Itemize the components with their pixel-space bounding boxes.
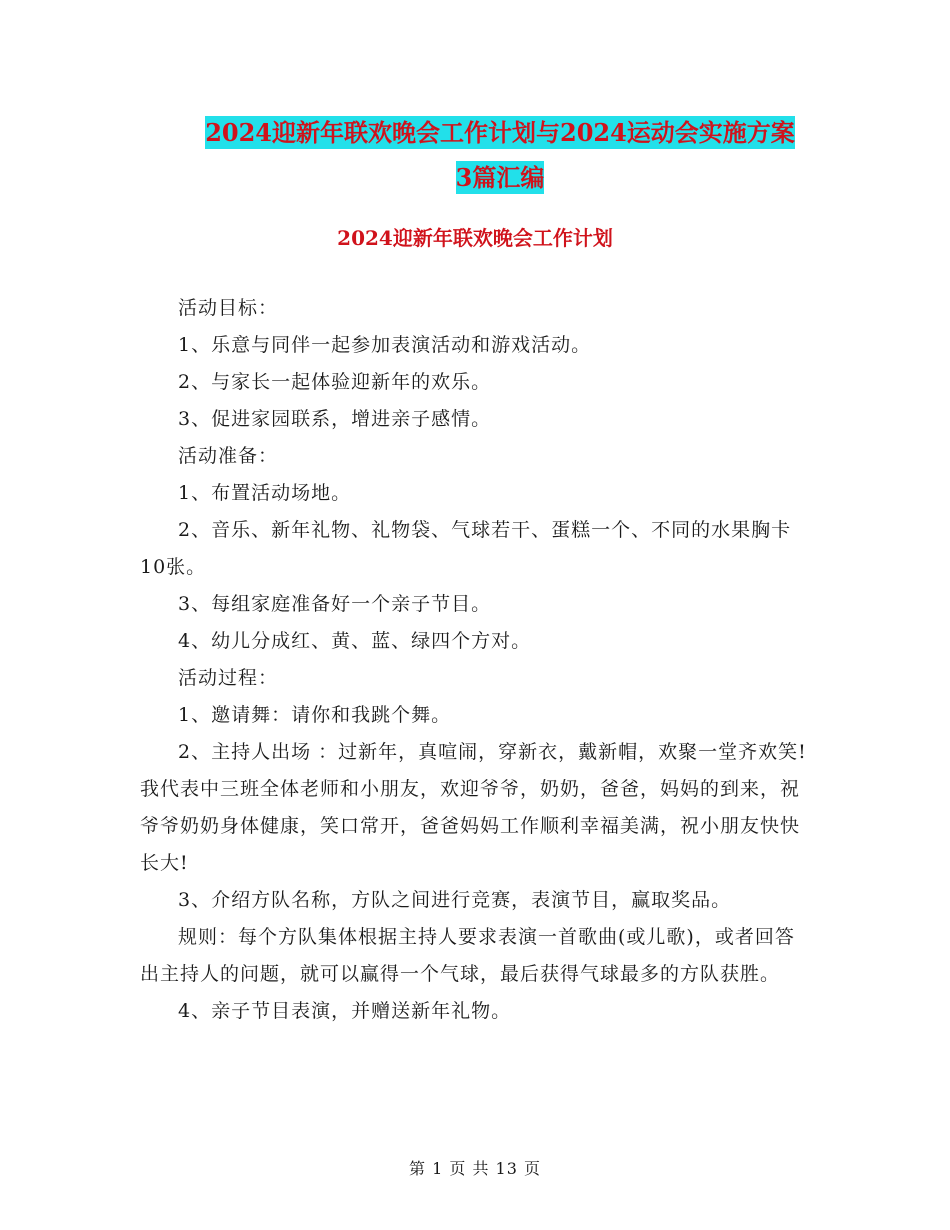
title-highlight: 2024迎新年联欢晚会工作计划与2024运动会实施方案 bbox=[205, 118, 795, 147]
paragraph: 活动过程： bbox=[178, 667, 279, 689]
page-footer: 第 1 页 共 13 页 bbox=[409, 1159, 541, 1178]
paragraph: 1、乐意与同伴一起参加表演活动和游戏活动。 bbox=[178, 334, 592, 356]
paragraph: 1、布置活动场地。 bbox=[178, 482, 352, 504]
paragraph: 规则：每个方队集体根据主持人要求表演一首歌曲(或儿歌)，或者回答出主持人的问题，就可以赢得一个气球，最后获得气球最多的方队获胜。 bbox=[140, 926, 795, 985]
paragraph: 4、幼儿分成红、黄、蓝、绿四个方对。 bbox=[178, 630, 532, 652]
title-highlight: 3篇汇编 bbox=[455, 163, 545, 192]
document-body bbox=[140, 290, 810, 1030]
paragraph: 2、与家长一起体验迎新年的欢乐。 bbox=[178, 371, 492, 393]
document-title-line-1 bbox=[140, 113, 860, 148]
paragraph: 2、音乐、新年礼物、礼物袋、气球若干、蛋糕一个、不同的水果胸卡10张。 bbox=[140, 519, 792, 578]
section-title: 2024迎新年联欢晚会工作计划 bbox=[337, 226, 613, 250]
paragraph: 3、促进家园联系，增进亲子感情。 bbox=[178, 408, 492, 430]
paragraph: 活动准备： bbox=[178, 445, 279, 467]
paragraph: 活动目标： bbox=[178, 297, 279, 319]
document-title-line-2 bbox=[140, 158, 860, 193]
paragraph: 3、每组家庭准备好一个亲子节目。 bbox=[178, 593, 492, 615]
paragraph: 1、邀请舞：请你和我跳个舞。 bbox=[178, 704, 452, 726]
paragraph: 3、介绍方队名称，方队之间进行竞赛，表演节目，赢取奖品。 bbox=[178, 889, 732, 911]
paragraph: 4、亲子节目表演，并赠送新年礼物。 bbox=[178, 1000, 512, 1022]
paragraph: 2、主持人出场 ：过新年，真喧闹，穿新衣，戴新帽，欢聚一堂齐欢笑!我代表中三班全体老师和小朋友，欢迎爷爷，奶奶，爸爸，妈妈的到来，祝爷爷奶奶身体健康，笑口常开，爸爸妈妈工作顺利幸福美满，祝小朋友快快长大! bbox=[140, 741, 807, 874]
